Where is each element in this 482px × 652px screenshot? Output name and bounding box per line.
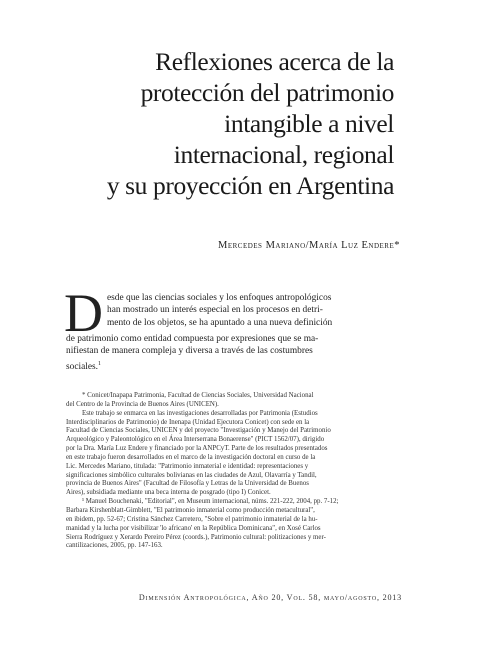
footnote-ref: 1 (98, 360, 102, 367)
footnote-line: en este trabajo fueron desarrollados en el marco de la investigación doctoral en curso de la (66, 453, 316, 461)
footnote-line: del Centro de la Provincia de Buenos Aires (UNICEN). (66, 400, 219, 408)
footnote-line: manidad y la lucha por visibilizar 'lo africano' en la República Dominicana", en Xosé Carlos (66, 524, 321, 532)
footnote-line: provincia de Buenos Aires" (Facultad de Filosofía y Letras de la Universidad de Buenos (66, 480, 309, 488)
footnote-line: Interdisciplinarios de Patrimonio) de Inenapa (Unidad Ejecutora Conicet) con sede en la (66, 418, 310, 426)
footnote-line: ¹ Manuel Bouchenaki, "Editorial", en Museum internacional, núms. 221-222, 2004, pp. 7-12; (82, 498, 339, 506)
title-line: y su proyección en Argentina (106, 171, 394, 200)
footnote-line: Barbara Kirshenblatt-Gimblett, "El patrimonio inmaterial como producción metacultural", (66, 506, 315, 514)
intro-line: nifiestan de manera compleja y diversa a través de las costumbres (66, 346, 313, 357)
title-line: internacional, regional (173, 140, 394, 169)
footnote-line: Sierra Rodríguez y Xerardo Pereiro Pérez (coords.), Patrimonio cultural: politizaciones y mer- (66, 533, 326, 541)
footnote-line: cantilizaciones, 2005, pp. 147-163. (66, 542, 163, 550)
title-line: protección del patrimonio (140, 78, 394, 107)
footnote-line: en ibidem, pp. 52-67; Cristina Sánchez Carretero, "Sobre el patrimonio inmaterial de la hu- (66, 515, 318, 523)
running-footer: Dimensión Antropológica, Año 20, Vol. 58, mayo/agosto, 2013 (138, 593, 402, 602)
footnote-line: significaciones simbólico culturales bolivianas en las ciudades de Azul, Olavarría y Tandil, (66, 471, 317, 479)
footnotes (66, 392, 398, 551)
footnote-line: Aires), subsidiada mediante una beca interna de posgrado (tipo I) Conicet. (66, 489, 271, 497)
intro-line: de patrimonio como entidad compuesta por expresiones que se ma- (66, 334, 319, 344)
footnote-line: por la Dra. María Luz Endere y financiado por la ANPCyT. Parte de los resultados presentados (66, 445, 328, 453)
intro-line-last (66, 358, 392, 373)
article-authors: Mercedes Mariano/María Luz Endere* (218, 240, 400, 251)
article-title (54, 46, 394, 201)
footnote-line: * Conicet/Inapapa Patrimonia, Facultad de Ciencias Sociales, Universidad Nacional (82, 392, 314, 399)
intro-line: esde que las ciencias sociales y los enfoques antropológicos (107, 293, 332, 303)
footnote-line: Este trabajo se enmarca en las investigaciones desarrolladas por Patrimonia (Estudios (82, 409, 318, 417)
intro-line: han mostrado un interés especial en los procesos en detri- (107, 305, 323, 316)
intro-line-text: sociales. (66, 361, 99, 372)
article-intro-paragraph (64, 283, 392, 373)
drop-cap: D (64, 283, 103, 343)
title-line: intangible a nivel (224, 109, 394, 138)
title-line: Reflexiones acerca de la (155, 47, 394, 76)
footnote-line: Lic. Mercedes Mariano, titulada: "Patrimonio inmaterial e identidad: representaciones y (66, 462, 309, 470)
footnote-line: Facultad de Ciencias Sociales, UNICEN y del proyecto "Investigación y Manejo del Patrimonio (66, 427, 331, 435)
footnote-line: Arqueológico y Paleontológico en el Área Interserrana Bonaerense" (PICT 1562/07), dirigido (66, 436, 325, 444)
intro-line: mento de los objetos, se ha apuntado a una nueva definición (107, 317, 333, 328)
